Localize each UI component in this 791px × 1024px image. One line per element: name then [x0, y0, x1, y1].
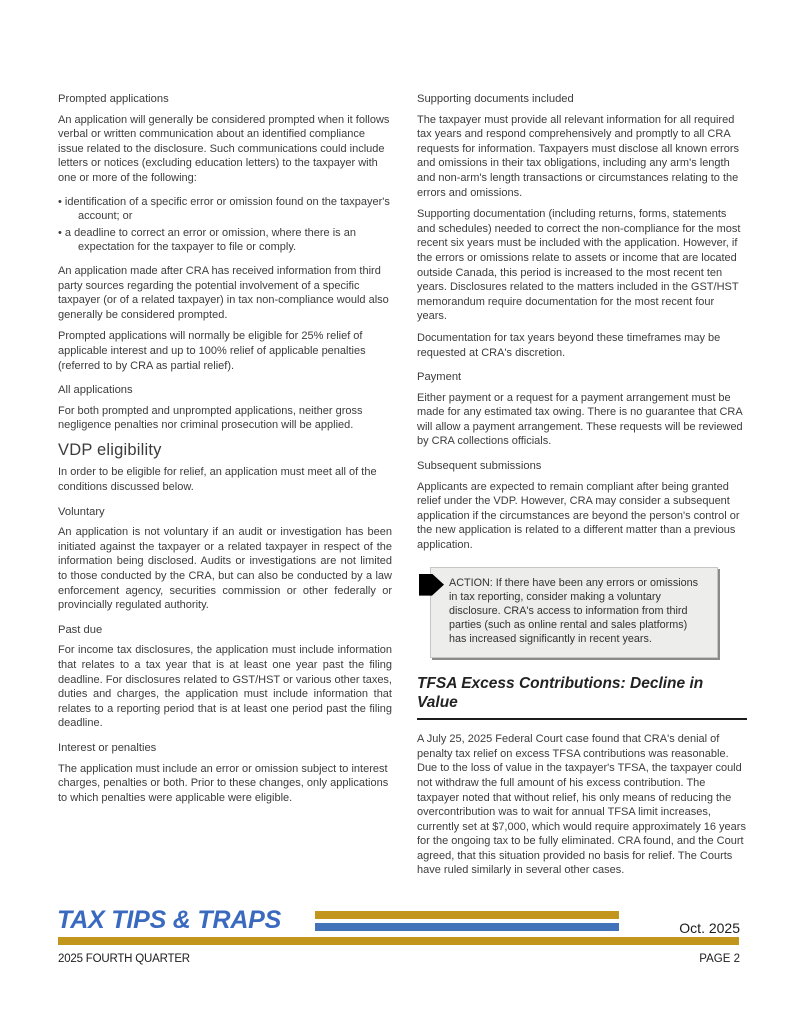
action-callout — [430, 567, 747, 658]
section-subhead: Past due — [58, 623, 103, 636]
article-rule-divider — [417, 718, 747, 721]
page-number: PAGE 2 — [699, 953, 740, 965]
action-box — [430, 567, 718, 658]
paragraph: Prompted applications will normally be eligible for 25% relief of applicable interest and up to 100% relief of applicable penalties (referred to by CRA as partial relief). — [58, 330, 366, 372]
paragraph: An application will generally be considered prompted when it follows verbal or written communication about an identified compliance issue related to the disclosure. Such communications could include letters or notices (excluding education letters) to the taxpayer with one or more of the following: — [58, 113, 390, 184]
section-subhead: All applications — [58, 384, 133, 397]
article-title: TFSA Excess Contributions: Decline in Value — [417, 674, 704, 711]
paragraph: In order to be eligible for relief, an application must meet all of the conditions discussed below. — [58, 466, 377, 494]
gold-bar-full — [58, 937, 739, 945]
paragraph: An application is not voluntary if an audit or investigation has been initiated against the taxpayer or a related taxpayer in respect of the information being disclosed. Audits or investigations are not limited to those conducted by the CRA, but can also be conducted by a law enforcement agency, securities commission or other federally or provincially regulated authority. — [58, 526, 392, 612]
paragraph: Supporting documentation (including returns, forms, statements and schedules) needed to correct the non-compliance for the most recent six years must be included with the application. However, if the errors or omissions relate to assets or income that are located outside Canada, this period is increased to the most recent ten years. Disclosures related to the matters included in the GST/HST memorandum require documentation for the most recent four years. — [417, 208, 741, 323]
paragraph: For both prompted and unprompted applications, neither gross negligence penalties nor criminal prosecution will be applied. — [58, 404, 363, 432]
paragraph: The taxpayer must provide all relevant information for all required tax years and respond comprehensively and promptly to all CRA requests for information. Taxpayers must disclose all known errors and omissions in their tax obligations, including any arm's length and non-arm's length transactions or circumstances relating to the errors and omissions. — [417, 113, 739, 199]
blue-bar — [315, 923, 619, 931]
section-subhead: Voluntary — [58, 505, 105, 518]
content-columns — [58, 92, 747, 885]
bullet-item: • a deadline to correct an error or omission, where there is an expectation for the taxpayer to file or comply. — [58, 226, 392, 255]
article-header — [417, 674, 747, 721]
paragraph: Documentation for tax years beyond these timeframes may be requested at CRA's discretion. — [417, 331, 721, 359]
section-subhead: Subsequent submissions — [417, 460, 542, 473]
bullet-list — [58, 195, 392, 255]
section-heading: VDP eligibility — [58, 440, 162, 459]
paragraph: For income tax disclosures, the application must include information that relates to a tax year that is at least one year past the filing deadline. For disclosures related to GST/HST or various other taxes, duties and charges, the application must include information that relates to a reporting period that is at least one period past the filing deadline. — [58, 644, 392, 730]
bullet-item: • identification of a specific error or omission found on the taxpayer's account; or — [58, 195, 392, 224]
paragraph: Applicants are expected to remain compliant after being granted relief under the VDP. However, CRA may consider a subsequent application if the circumstances are beyond the person's control or the new application is related to a different matter than a previous application. — [417, 480, 740, 552]
paragraph: An application made after CRA has received information from third party sources regarding the potential involvement of a specific taxpayer (or of a related taxpayer) in tax non-compliance would also generally be considered prompted. — [58, 264, 389, 321]
paragraph: A July 25, 2025 Federal Court case found that CRA's denial of penalty tax relief on excess TFSA contributions was reasonable. Due to the loss of value in the taxpayer's TFSA, the taxpayer could not withdraw the full amount of his excess contribution. The taxpayer noted that without relief, his only means of reducing the overcontribution was to wait for annual TFSA limit increases, currently set at $7,000, which would require approximately 16 years for the ongoing tax to be fully eliminated. CRA found, and the Court agreed, that this situation provided no basis for relief. The Courts have ruled similarly in several other cases. — [417, 733, 746, 877]
gold-bar-short — [315, 911, 619, 919]
newsletter-logo: TAX TIPS & TRAPS — [57, 906, 282, 934]
right-column — [417, 92, 747, 885]
paragraph: The application must include an error or omission subject to interest charges, penalties or both. Prior to these changes, only applications to which penalties were applicable were eligible. — [58, 762, 389, 804]
section-subhead: Interest or penalties — [58, 741, 157, 754]
issue-date: Oct. 2025 — [679, 920, 740, 936]
action-text: ACTION: If there have been any errors or omissions in tax reporting, consider making a voluntary disclosure. CRA's access to information from third parties (such as online rental and sales platforms) has increased significantly in recent years. — [449, 576, 699, 646]
left-column — [58, 92, 392, 885]
section-subhead: Supporting documents included — [417, 93, 574, 105]
section-subhead: Prompted applications — [58, 93, 169, 105]
section-subhead: Payment — [417, 371, 462, 384]
edition-label: 2025 FOURTH QUARTER — [58, 953, 190, 965]
paragraph: Either payment or a request for a payment arrangement must be made for any estimated tax owing. There is no guarantee that CRA will allow a payment arrangement. These requests will be reviewed by CRA collections officials. — [417, 391, 743, 448]
